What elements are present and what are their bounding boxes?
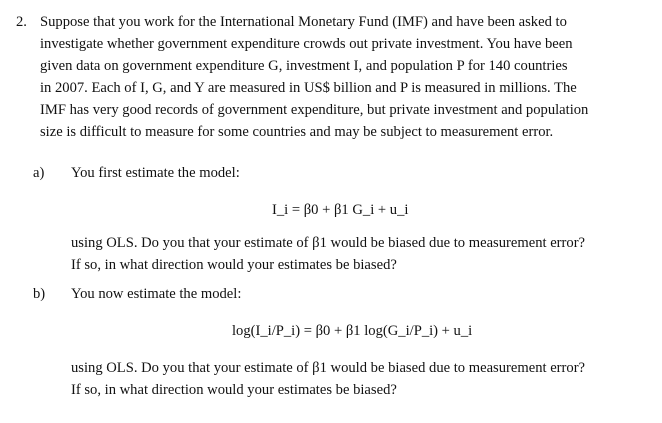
part-a-question-line2: If so, in what direction would your estimates be biased? — [71, 257, 397, 273]
part-b-text: You now estimate the model: — [71, 286, 242, 302]
equation-text: log(I_i/P_i) = β0 + β1 log(G_i/P_i) + u_i — [232, 323, 473, 339]
part-b-question-line1: using OLS. Do you that your estimate of β1 would be biased due to measurement error? — [71, 360, 586, 376]
intro-line: given data on government expenditure G, investment I, and population P for 140 countries — [40, 58, 568, 74]
intro-line: size is difficult to measure for some countries and may be subject to measurement error. — [40, 124, 554, 140]
part-b-label: b) — [33, 286, 46, 302]
part-b-equation — [232, 320, 472, 342]
problem-number: 2. — [16, 14, 27, 30]
part-a-text: You first estimate the model: — [71, 165, 240, 181]
intro-line: Suppose that you work for the International Monetary Fund (IMF) and have been asked to — [40, 14, 567, 30]
part-b-question-line2: If so, in what direction would your estimates be biased? — [71, 382, 397, 398]
intro-line: investigate whether government expenditure crowds out private investment. You have been — [40, 36, 573, 52]
part-a-question-line1: using OLS. Do you that your estimate of β1 would be biased due to measurement error? — [71, 235, 586, 251]
problem-intro — [40, 11, 652, 143]
intro-line: IMF has very good records of government expenditure, but private investment and population — [40, 102, 589, 118]
part-a-label: a) — [33, 165, 45, 181]
problem-2 — [16, 11, 656, 143]
intro-line: in 2007. Each of I, G, and Y are measured in US$ billion and P is measured in millions. The — [40, 80, 577, 96]
equation-text: I_i = β0 + β1 G_i + u_i — [272, 202, 409, 218]
part-a-equation — [272, 199, 408, 221]
